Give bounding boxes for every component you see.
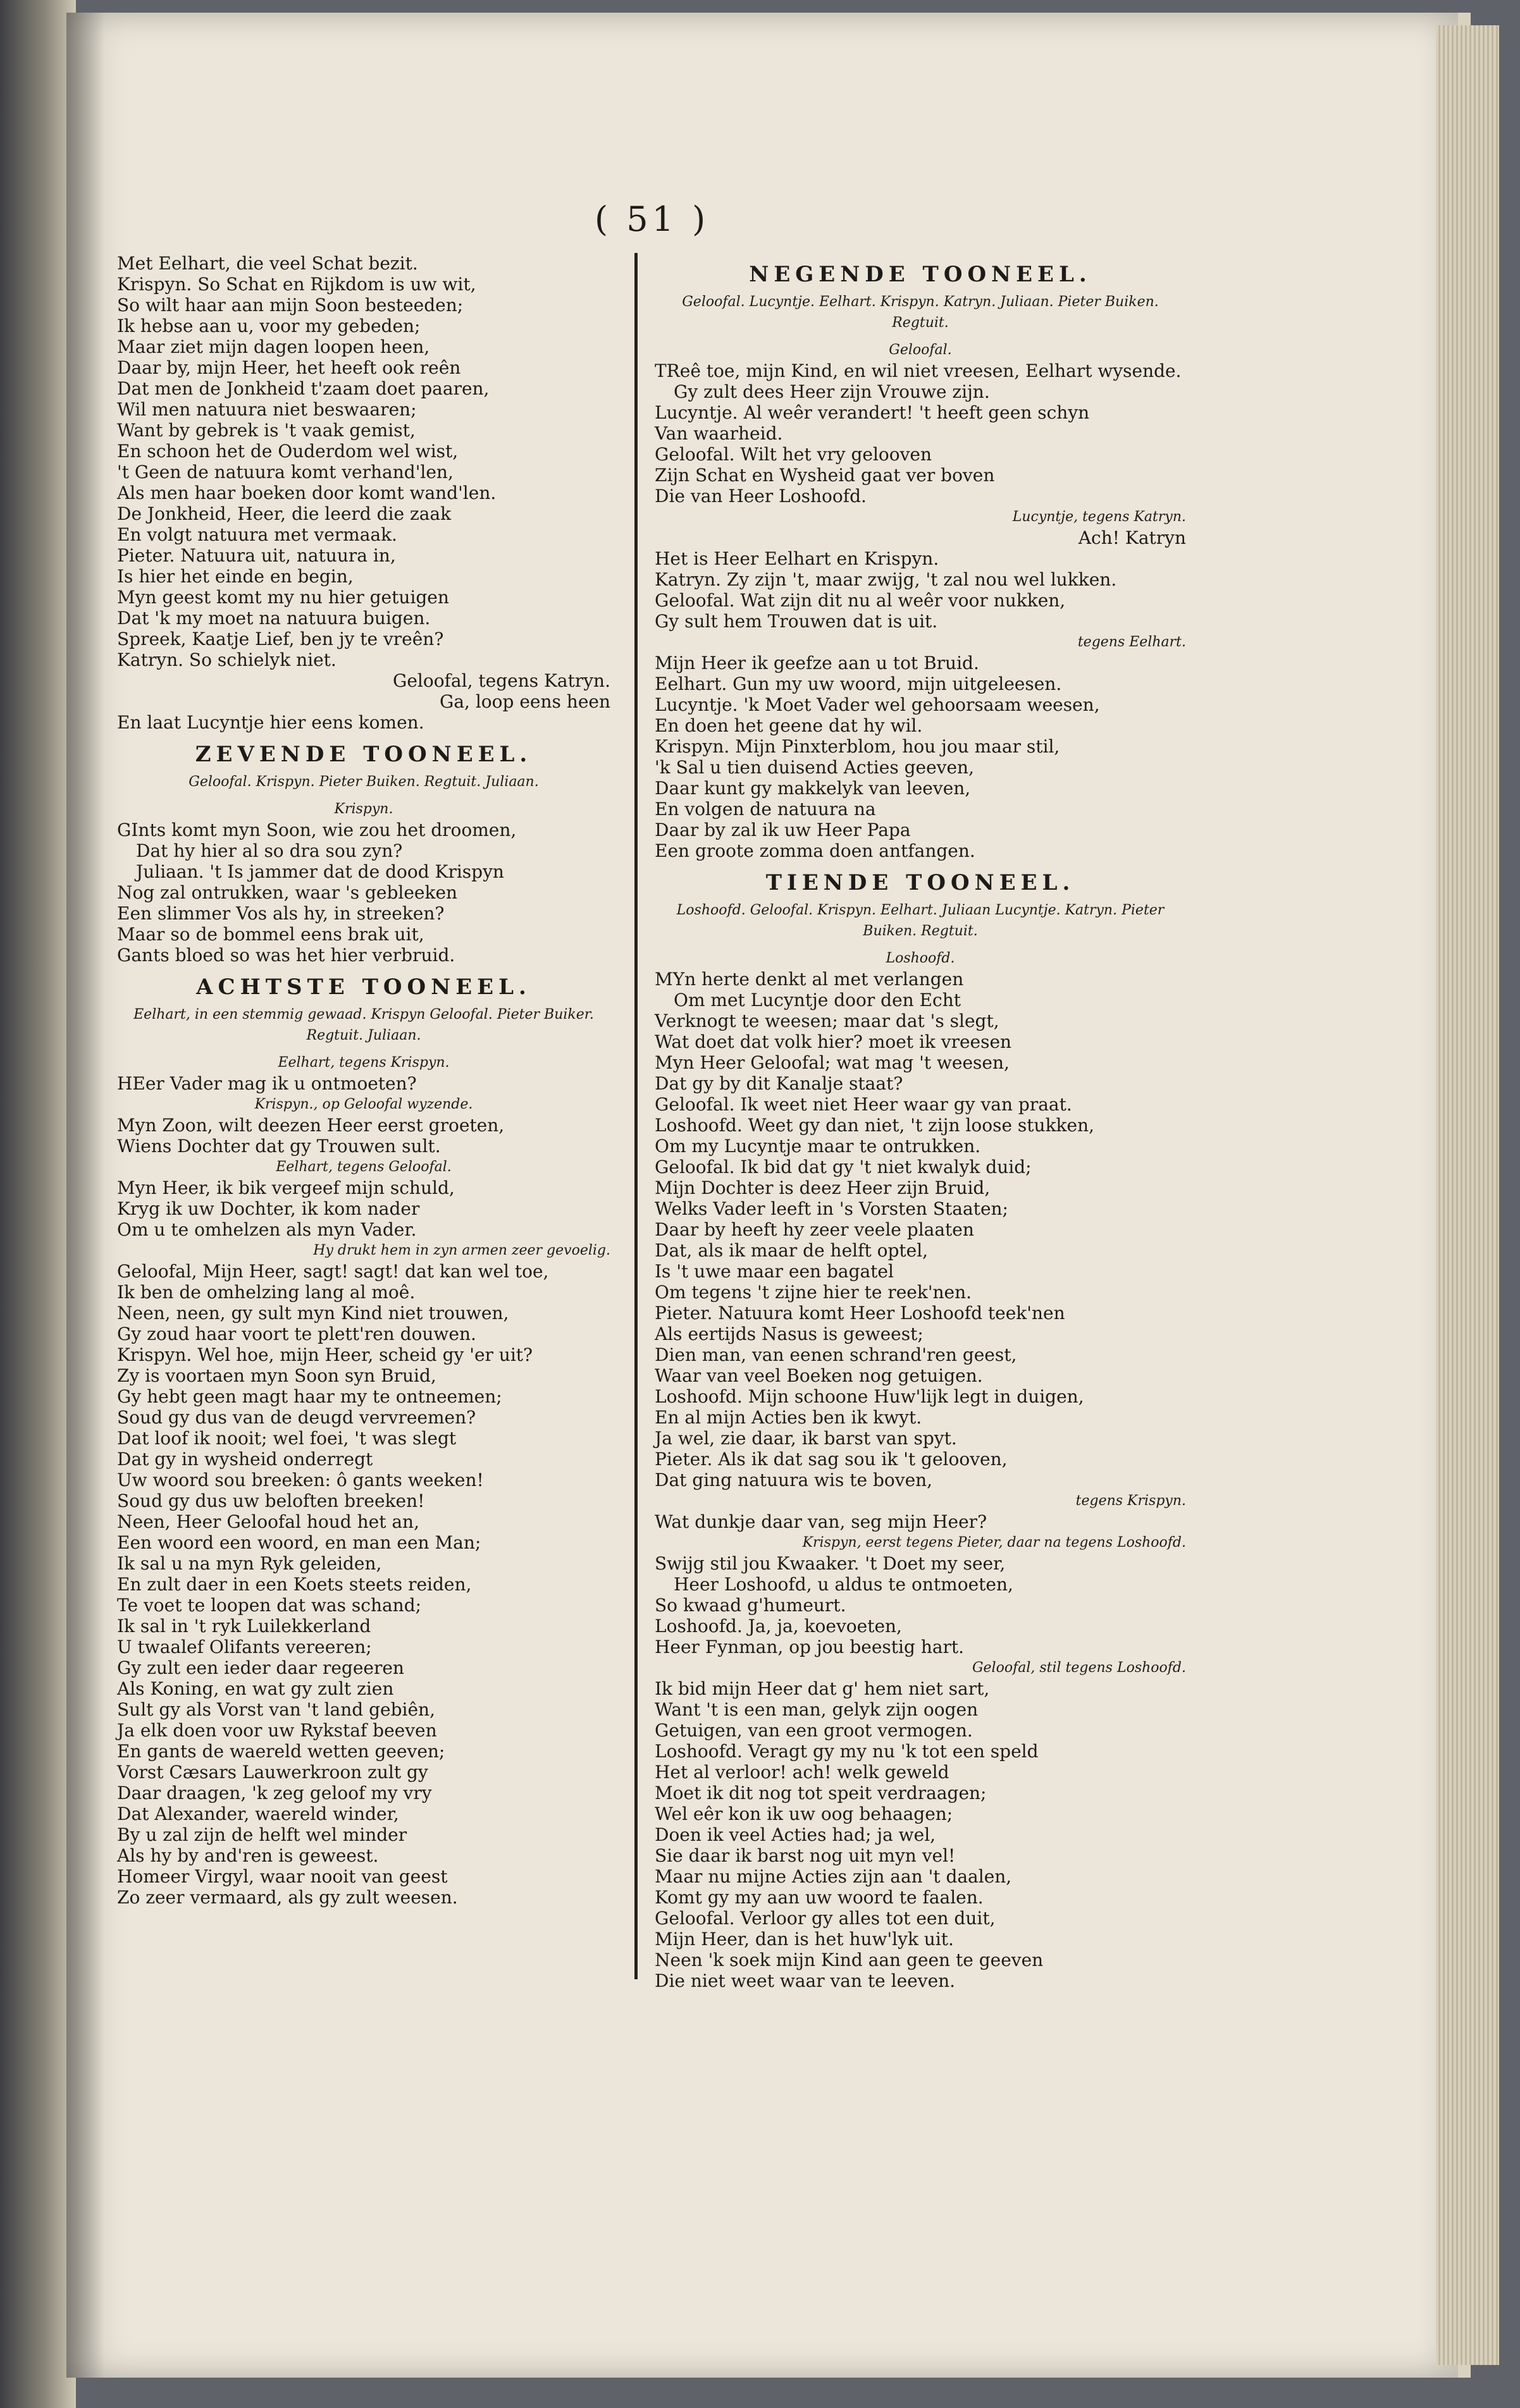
verse-line: Dat ging natuura wis te boven, [655,1470,933,1490]
verse-line: Dat Alexander, waereld winder, [117,1803,399,1824]
stage-direction: Lucyntje, tegens Katryn. [1012,509,1186,525]
speaker-label: Geloofal. [889,342,952,358]
verse-line: En doen het geene dat hy wil. [655,715,923,736]
stage-direction: Hy drukt hem in zyn armen zeer gevoelig. [313,1243,610,1258]
verse-line: Met Eelhart, die veel Schat bezit. [117,253,418,274]
verse-line: Heer Fynman, op jou beestig hart. [655,1637,965,1657]
verse-line: Maar so de bommel eens brak uit, [117,924,424,945]
scene-lines [655,340,1186,861]
column-rule [634,253,638,1979]
verse-line: En laat Lucyntje hier eens komen. [117,712,424,733]
verse-line: En gants de waereld wetten geeven; [117,1741,445,1762]
speaker-label: Krispyn. [334,801,393,817]
page-fold-shadow [66,13,104,2378]
verse-line: Katryn. Zy zijn 't, maar zwijg, 't zal nou wel lukken. [655,569,1117,590]
verse-line: Wat dunkje daar van, seg mijn Heer? [655,1511,987,1532]
verse-line: Ik bid mijn Heer dat g' hem niet sart, [655,1678,990,1699]
cast-list: Geloofal. Krispyn. Pieter Buiken. Regtuit. Juliaan. [188,774,539,790]
verse-line: Maar nu mijne Acties zijn aan 't daalen, [655,1866,1012,1887]
scene-lines [117,820,610,966]
verse-line: Neen, neen, gy sult myn Kind niet trouwen, [117,1303,509,1324]
book-left-edge [0,0,76,2408]
verse-line: En volgt natuura met vermaak. [117,524,397,545]
scene-heading: TIENDE TOONEEL. [765,870,1075,895]
verse-line: Moet ik dit nog tot speit verdraagen; [655,1783,987,1803]
scene-lines [655,948,1186,1991]
verse-line: Van waarheid. [655,423,783,444]
verse-line: Spreek, Kaatje Lief, ben jy te vreên? [117,629,444,649]
stage-direction: Eelhart, tegens Krispyn. [278,1055,450,1071]
verse-line: Daar kunt gy makkelyk van leeven, [655,778,971,799]
verse-line: Als eertijds Nasus is geweest; [655,1324,924,1344]
verse-line: En volgen de natuura na [655,799,876,820]
verse-line: Mijn Heer, dan is het huw'lyk uit. [655,1929,954,1950]
verse-line: Welks Vader leeft in 's Vorsten Staaten; [655,1198,1008,1219]
verse-line: Neen 'k soek mijn Kind aan geen te geeven [655,1950,1044,1970]
verse-line: Zo zeer vermaard, als gy zult weesen. [117,1887,458,1908]
verse-line: Dat gy by dit Kanalje staat? [655,1073,903,1094]
verse-line: Verknogt te weesen; maar dat 's slegt, [655,1010,999,1031]
verse-line: Mijn Dochter is deez Heer zijn Bruid, [655,1177,991,1198]
cast-list: Loshoofd. Geloofal. Krispyn. Eelhart. Juliaan Lucyntje. Katryn. Pieter Buiken. Regtuit. [676,902,1165,939]
opening-lines [117,253,610,733]
verse-line: Getuigen, van een groot vermogen. [655,1720,973,1741]
verse-line: Want 't is een man, gelyk zijn oogen [655,1699,979,1720]
verse-line: Het is Heer Eelhart en Krispyn. [655,548,939,569]
verse-line: Myn Heer, ik bik vergeef mijn schuld, [117,1177,455,1198]
verse-line: Dat, als ik maar de helft optel, [655,1240,929,1261]
stage-direction: tegens Eelhart. [1077,634,1186,650]
scene-heading: ACHTSTE TOONEEL. [196,974,531,1000]
verse-line: Is 't uwe maar een bagatel [655,1261,894,1282]
verse-line: Geloofal. Wat zijn dit nu al weêr voor nukken, [655,590,1066,611]
verse-line: Sult gy als Vorst van 't land gebiên, [117,1699,435,1720]
verse-line: Die van Heer Loshoofd. [655,486,867,507]
stage-direction: Krispyn., op Geloofal wyzende. [254,1096,473,1112]
stage-direction: Geloofal, tegens Katryn. [392,670,610,691]
verse-line: Homeer Virgyl, waar nooit van geest [117,1866,448,1887]
verse-line: GInts komt myn Soon, wie zou het droomen, [117,820,517,840]
verse-line: By u zal zijn de helft wel minder [117,1824,407,1845]
verse-line: Om my Lucyntje maar te ontrukken. [655,1136,981,1157]
verse-line: Gy zult een ieder daar regeeren [117,1657,404,1678]
verse-line: Een woord een woord, en man een Man; [117,1532,481,1553]
verse-line: Daar draagen, 'k zeg geloof my vry [117,1783,432,1803]
verse-line: Gy zult dees Heer zijn Vrouwe zijn. [674,381,990,402]
scene-lines [117,1052,610,1908]
verse-line: En schoon het de Ouderdom wel wist, [117,441,459,462]
verse-line: Loshoofd. Weet gy dan niet, 't zijn loose stukken, [655,1115,1095,1136]
verse-line: Neen, Heer Geloofal houd het an, [117,1511,419,1532]
verse-line: Om tegens 't zijne hier te reek'nen. [655,1282,972,1303]
left-column [117,253,610,1908]
verse-line: Soud gy dus van de deugd vervreemen? [117,1407,476,1428]
verse-line: Loshoofd. Veragt gy my nu 'k tot een speld [655,1741,1039,1762]
verse-line: Ja elk doen voor uw Rykstaf beeven [117,1720,437,1741]
verse-line: Juliaan. 't Is jammer dat de dood Krispyn [136,861,504,882]
verse-line: Wat doet dat volk hier? moet ik vreesen [655,1031,1012,1052]
verse-line: Krispyn. Mijn Pinxterblom, hou jou maar stil, [655,736,1060,757]
verse-line: Wel eêr kon ik uw oog behaagen; [655,1803,953,1824]
verse-line: De Jonkheid, Heer, die leerd die zaak [117,503,452,524]
verse-line: Ja wel, zie daar, ik barst van spyt. [655,1428,957,1449]
verse-line: Pieter. Natuura uit, natuura in, [117,545,396,566]
verse-line: Dat loof ik nooit; wel foei, 't was slegt [117,1428,457,1449]
verse-line: Gy hebt geen magt haar my te ontneemen; [117,1386,502,1407]
verse-line: En al mijn Acties ben ik kwyt. [655,1407,922,1428]
verse-line: Ik ben de omhelzing lang al moê. [117,1282,416,1303]
verse-line: Eelhart. Gun my uw woord, mijn uitgeleesen. [655,673,1062,694]
verse-line: Mijn Heer ik geefze aan u tot Bruid. [655,653,979,673]
right-column [655,253,1186,1991]
verse-line: Krispyn. Wel hoe, mijn Heer, scheid gy 'er uit? [117,1344,533,1365]
stage-direction: Geloofal, stil tegens Loshoofd. [972,1660,1186,1676]
scene-heading: NEGENDE TOONEEL. [749,262,1092,287]
verse-line: Swijg stil jou Kwaaker. 't Doet my seer, [655,1553,1006,1574]
verse-line: So kwaad g'humeurt. [655,1595,846,1616]
speaker-label: Loshoofd. [886,950,955,966]
verse-line: Want by gebrek is 't vaak gemist, [117,420,416,441]
verse-line: Geloofal. Ik bid dat gy 't niet kwalyk duid; [655,1157,1032,1177]
verse-line: Gy sult hem Trouwen dat is uit. [655,611,938,632]
verse-line: MYn herte denkt al met verlangen [655,969,964,990]
verse-line: Gy zoud haar voort te plett'ren douwen. [117,1324,476,1344]
verse-line: Om met Lucyntje door den Echt [674,990,961,1010]
verse-line: Maar ziet mijn dagen loopen heen, [117,336,430,357]
verse-line: Geloofal. Ik weet niet Heer waar gy van praat. [655,1094,1072,1115]
verse-line: Zijn Schat en Wysheid gaat ver boven [655,465,995,486]
verse-line: Als men haar boeken door komt wand'len. [117,482,497,503]
verse-line: Gants bloed so was het hier verbruid. [117,945,455,966]
verse-line: Loshoofd. Mijn schoone Huw'lijk legt in duigen, [655,1386,1084,1407]
cast-list: Geloofal. Lucyntje. Eelhart. Krispyn. Katryn. Juliaan. Pieter Buiken. Regtuit. [682,294,1159,331]
verse-line: Kryg ik uw Dochter, ik kom nader [117,1198,420,1219]
verse-line: Loshoofd. Ja, ja, koevoeten, [655,1616,902,1637]
verse-line: Het al verloor! ach! welk geweld [655,1762,949,1783]
verse-line: Waar van veel Boeken nog getuigen. [655,1365,983,1386]
verse-line: Dat men de Jonkheid t'zaam doet paaren, [117,378,490,399]
page-number: ( 51 ) [595,199,710,239]
verse-line: En zult daer in een Koets steets reiden, [117,1574,472,1595]
verse-line: Katryn. So schielyk niet. [117,649,337,670]
cast-list: Eelhart, in een stemmig gewaad. Krispyn Geloofal. Pieter Buiker. Regtuit. Juliaan. [133,1007,594,1043]
verse-line: Nog zal ontrukken, waar 's gebleeken [117,882,458,903]
verse-line: Dat 'k my moet na natuura buigen. [117,608,431,629]
verse-line: Doen ik veel Acties had; ja wel, [655,1824,936,1845]
verse-line: Zy is voortaen myn Soon syn Bruid, [117,1365,436,1386]
verse-line: Pieter. Als ik dat sag sou ik 't gelooven, [655,1449,1008,1470]
verse-line: HEer Vader mag ik u ontmoeten? [117,1073,417,1094]
verse-line: So wilt haar aan mijn Soon besteeden; [117,295,464,316]
verse-line: Daar by zal ik uw Heer Papa [655,820,911,840]
verse-line: TReê toe, mijn Kind, en wil niet vreesen, Eelhart wysende. [655,360,1182,381]
page-stack-edge [1436,25,1499,2365]
verse-line: Om u te omhelzen als myn Vader. [117,1219,417,1240]
verse-line: Lucyntje. Al weêr verandert! 't heeft geen schyn [655,402,1090,423]
verse-line: Ik hebse aan u, voor my gebeden; [117,316,421,336]
verse-line: Ach! Katryn [1078,527,1186,548]
verse-line: Lucyntje. 'k Moet Vader wel gehoorsaam weesen, [655,694,1100,715]
verse-line: Is hier het einde en begin, [117,566,354,587]
verse-line: Wil men natuura niet beswaaren; [117,399,417,420]
stage-direction: tegens Krispyn. [1075,1493,1186,1509]
verse-line: Uw woord sou breeken: ô gants weeken! [117,1470,484,1490]
verse-line: Soud gy dus uw beloften breeken! [117,1490,425,1511]
verse-line: Ik sal u na myn Ryk geleiden, [117,1553,382,1574]
verse-line: Ga, loop eens heen [439,691,610,712]
verse-line: Vorst Cæsars Lauwerkroon zult gy [117,1762,428,1783]
verse-line: Een groote zomma doen antfangen. [655,840,975,861]
stage-direction: Krispyn, eerst tegens Pieter, daar na tegens Loshoofd. [802,1535,1186,1551]
verse-line: Dat gy in wysheid onderregt [117,1449,373,1470]
verse-line: Een slimmer Vos als hy, in streeken? [117,903,445,924]
verse-line: 't Geen de natuura komt verhand'len, [117,462,454,482]
stage-direction: Eelhart, tegens Geloofal. [276,1159,452,1175]
verse-line: Myn Heer Geloofal; wat mag 't weesen, [655,1052,1010,1073]
verse-line: Dien man, van eenen schrand'ren geest, [655,1344,1017,1365]
verse-line: Krispyn. So Schat en Rijkdom is uw wit, [117,274,476,295]
verse-line: Dat hy hier al so dra sou zyn? [136,840,403,861]
verse-line: Ik sal in 't ryk Luilekkerland [117,1616,371,1637]
verse-line: 'k Sal u tien duisend Acties geeven, [655,757,974,778]
verse-line: Sie daar ik barst nog uit myn vel! [655,1845,956,1866]
verse-line: Te voet te loopen dat was schand; [117,1595,422,1616]
verse-line: Pieter. Natuura komt Heer Loshoofd teek'nen [655,1303,1065,1324]
verse-line: Die niet weet waar van te leeven. [655,1970,956,1991]
verse-line: Als Koning, en wat gy zult zien [117,1678,394,1699]
verse-line: Daar by, mijn Heer, het heeft ook reên [117,357,461,378]
verse-line: Komt gy my aan uw woord te faalen. [655,1887,984,1908]
verse-line: Geloofal. Wilt het vry gelooven [655,444,932,465]
verse-line: Geloofal, Mijn Heer, sagt! sagt! dat kan wel toe, [117,1261,549,1282]
verse-line: Daar by heeft hy zeer veele plaaten [655,1219,974,1240]
verse-line: Geloofal. Verloor gy alles tot een duit, [655,1908,996,1929]
verse-line: Myn geest komt my nu hier getuigen [117,587,449,608]
verse-line: Myn Zoon, wilt deezen Heer eerst groeten, [117,1115,505,1136]
verse-line: Als hy by and'ren is geweest. [117,1845,379,1866]
verse-line: Wiens Dochter dat gy Trouwen sult. [117,1136,441,1157]
scene-heading: ZEVENDE TOONEEL. [195,742,533,767]
verse-line: U twaalef Olifants vereeren; [117,1637,372,1657]
verse-line: Heer Loshoofd, u aldus te ontmoeten, [674,1574,1013,1595]
